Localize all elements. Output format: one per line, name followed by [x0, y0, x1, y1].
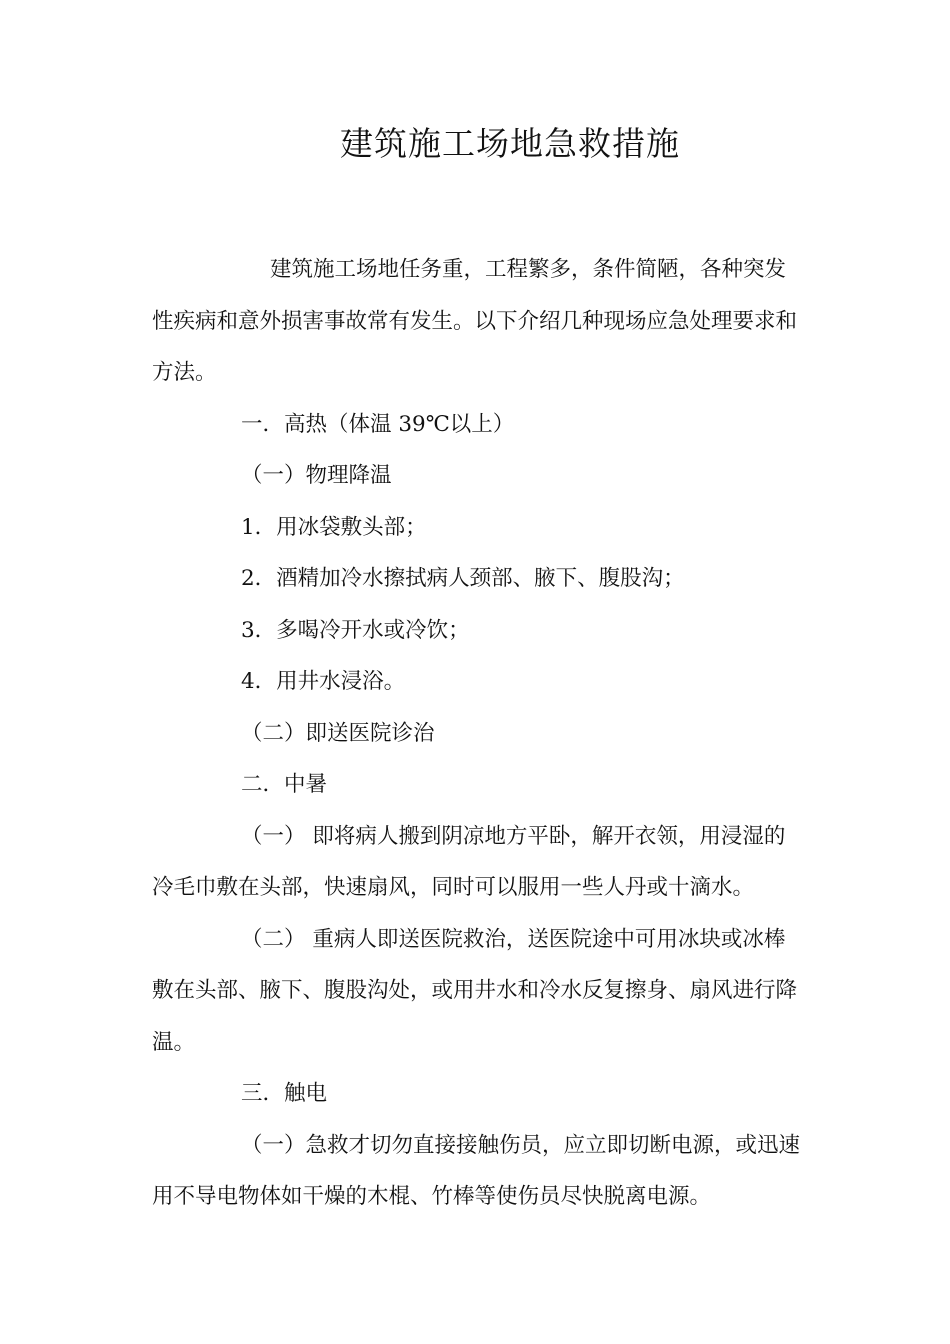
heatstroke-paragraph-2: （二） 重病人即送医院救治，送医院途中可用冰块或冰棒敷在头部、腋下、腹股沟处，或用井水和冷水反复擦身、扇风进行降温。	[152, 926, 798, 1055]
intro-paragraph: 建筑施工场地任务重，工程繁多，条件简陋，各种突发性疾病和意外损害事故常有发生。以下介绍几种现场应急处理要求和方法。	[152, 257, 798, 385]
section-heading-electric-shock: 三．触电	[241, 1081, 328, 1106]
section-heading-fever: 一．高热（体温 39℃以上）	[241, 411, 515, 437]
subsection-hospital: （二）即送医院诊治	[241, 720, 435, 746]
list-item: 3．多喝冷开水或冷饮；	[241, 617, 470, 643]
list-item: 1．用冰袋敷头部；	[241, 514, 427, 540]
document-body	[152, 244, 802, 1223]
list-item: 2．酒精加冷水擦拭病人颈部、腋下、腹股沟；	[241, 566, 685, 591]
document-title: 建筑施工场地急救措施	[340, 124, 680, 163]
electric-shock-paragraph-1: （一）急救才切勿直接接触伤员，应立即切断电源，或迅速用不导电物体如干燥的木棍、竹棒等使伤员尽快脱离电源。	[152, 1132, 801, 1209]
list-item: 4．用井水浸浴。	[241, 669, 406, 694]
heatstroke-paragraph-1: （一） 即将病人搬到阴凉地方平卧，解开衣领，用浸湿的冷毛巾敷在头部，快速扇风，同时可以服用一些人丹或十滴水。	[152, 823, 786, 900]
subsection-physical-cooling: （一）物理降温	[241, 463, 392, 488]
section-heading-heatstroke: 二．中暑	[241, 772, 328, 797]
